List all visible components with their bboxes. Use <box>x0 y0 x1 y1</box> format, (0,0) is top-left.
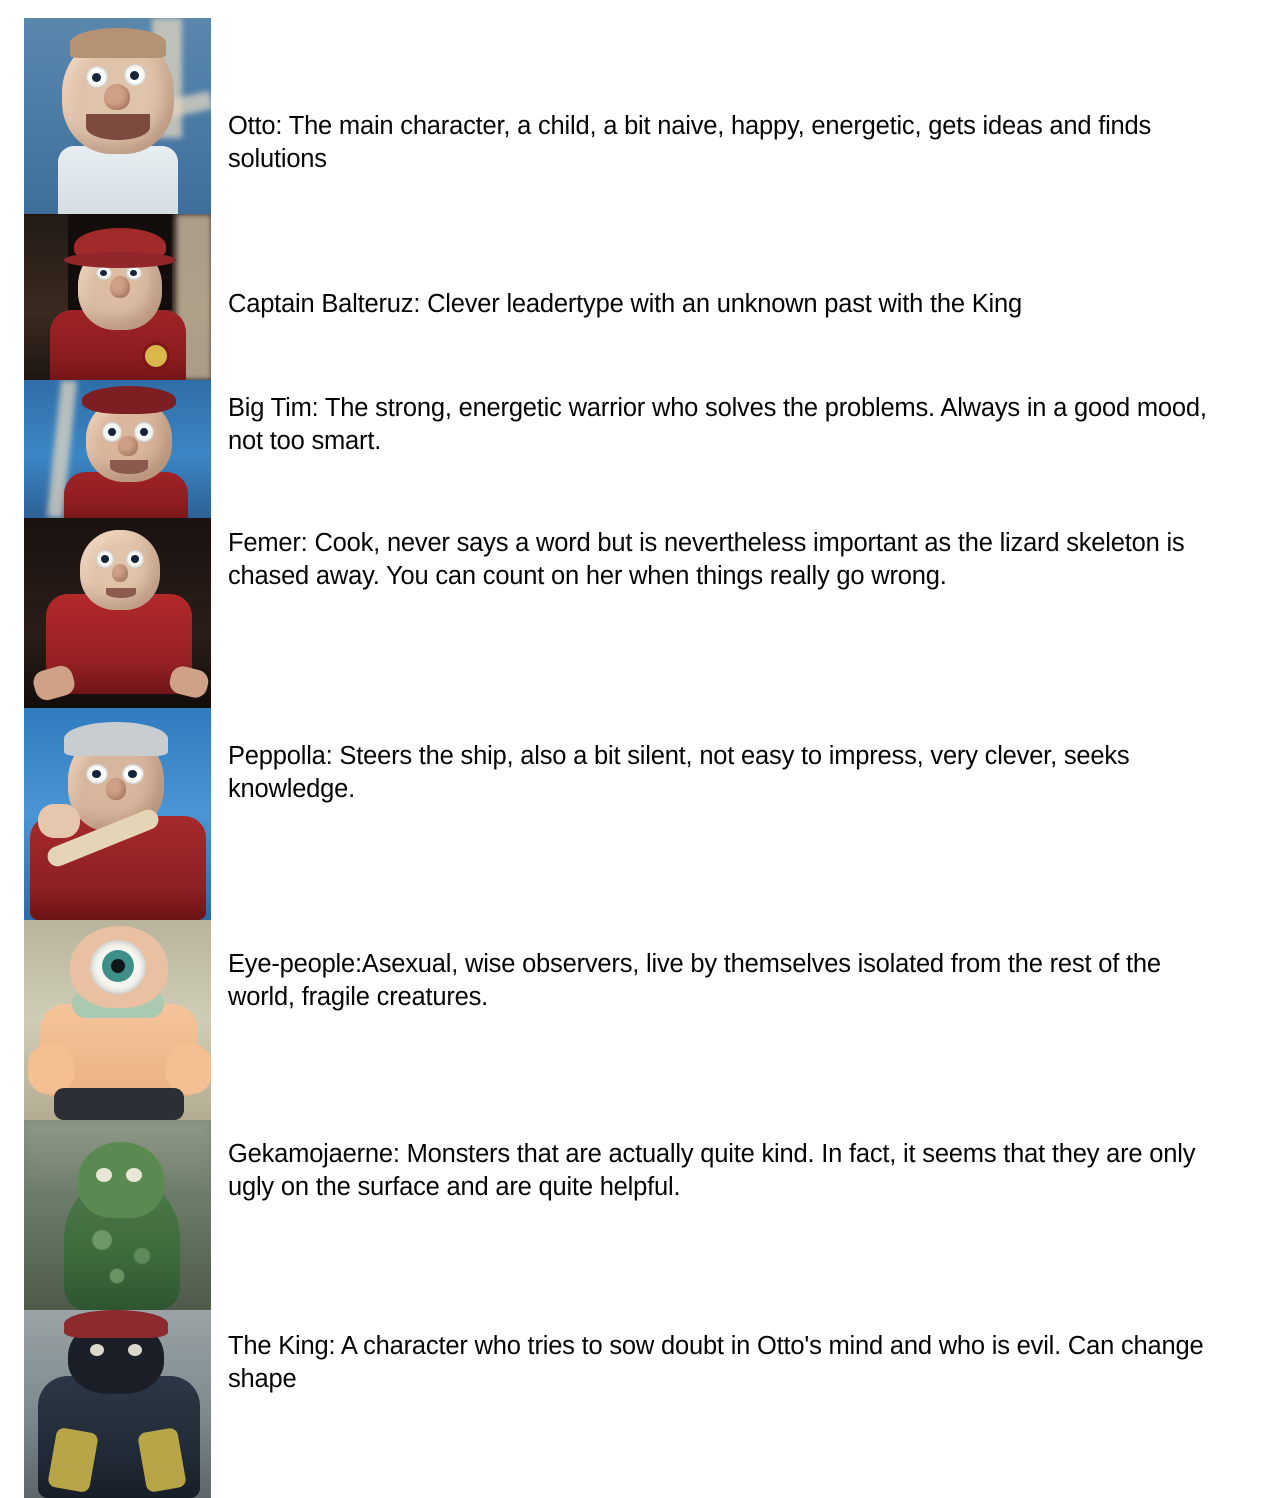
monster-head <box>78 1142 164 1218</box>
character-image-otto <box>24 18 211 214</box>
puppet-mouth <box>86 114 150 140</box>
puppet-eye <box>134 422 154 442</box>
puppet-arm <box>166 1044 211 1094</box>
puppet-legs <box>54 1088 184 1120</box>
character-description-eye-people: Eye-people:Asexual, wise observers, live by themselves isolated from the rest of the world, fragile creatures. <box>228 950 1161 1012</box>
puppet-eye <box>122 764 144 784</box>
character-description-peppolla: Peppolla: Steers the ship, also a bit silent, not easy to impress, very clever, seeks knowledge. <box>228 742 1130 804</box>
character-image-gekamojaerne <box>24 1120 211 1310</box>
character-image-eye-people <box>24 920 211 1120</box>
character-image-big-tim <box>24 380 211 518</box>
puppet-mouth <box>110 460 148 474</box>
character-image-the-king <box>24 1310 211 1498</box>
puppet-badge <box>142 342 170 370</box>
character-description-big-tim: Big Tim: The strong, energetic warrior who solves the problems. Always in a good mood, not too smart. <box>228 394 1207 456</box>
character-description-gekamojaerne: Gekamojaerne: Monsters that are actually quite kind. In fact, it seems that they are only ugly on the surface and are quite helpful. <box>228 1140 1196 1202</box>
character-image-femer <box>24 518 211 708</box>
puppet-eye <box>96 266 112 280</box>
puppet-nose <box>106 778 126 800</box>
puppet-nose <box>110 276 130 298</box>
puppet-hat <box>82 386 176 414</box>
puppet-eye <box>96 550 114 568</box>
king-hat <box>64 1310 168 1338</box>
puppet-eye <box>86 66 108 88</box>
puppet-nose <box>112 564 128 582</box>
character-image-captain-balteruz <box>24 214 211 380</box>
character-description-captain-balteruz: Captain Balteruz: Clever leadertype with an unknown past with the King <box>228 290 1022 318</box>
puppet-nose <box>118 436 138 456</box>
puppet-hair <box>64 722 168 756</box>
monster-eye <box>96 1168 112 1182</box>
puppet-nose <box>104 84 130 110</box>
puppet-pupil <box>111 959 125 973</box>
monster-texture <box>72 1216 172 1296</box>
puppet-hand <box>38 804 80 838</box>
character-image-peppolla <box>24 708 211 920</box>
king-eye <box>128 1344 142 1356</box>
puppet-hair <box>70 28 166 58</box>
puppet-arm <box>28 1044 74 1094</box>
puppet-eye <box>86 764 108 784</box>
puppet-eye <box>126 550 144 568</box>
puppet-eye <box>124 64 146 86</box>
character-description-otto: Otto: The main character, a child, a bit naive, happy, energetic, gets ideas and finds solutions <box>228 112 1152 174</box>
character-description-femer: Femer: Cook, never says a word but is nevertheless important as the lizard skeleton is chased away. You can count on her when things really go wrong. <box>228 529 1185 591</box>
puppet-eye <box>126 266 142 280</box>
puppet-body <box>58 146 178 214</box>
king-eye <box>90 1344 104 1356</box>
monster-eye <box>126 1168 142 1182</box>
puppet-hat-brim <box>64 252 176 268</box>
puppet-mouth <box>106 588 136 598</box>
character-description-the-king: The King: A character who tries to sow doubt in Otto's mind and who is evil. Can change shape <box>228 1332 1204 1394</box>
